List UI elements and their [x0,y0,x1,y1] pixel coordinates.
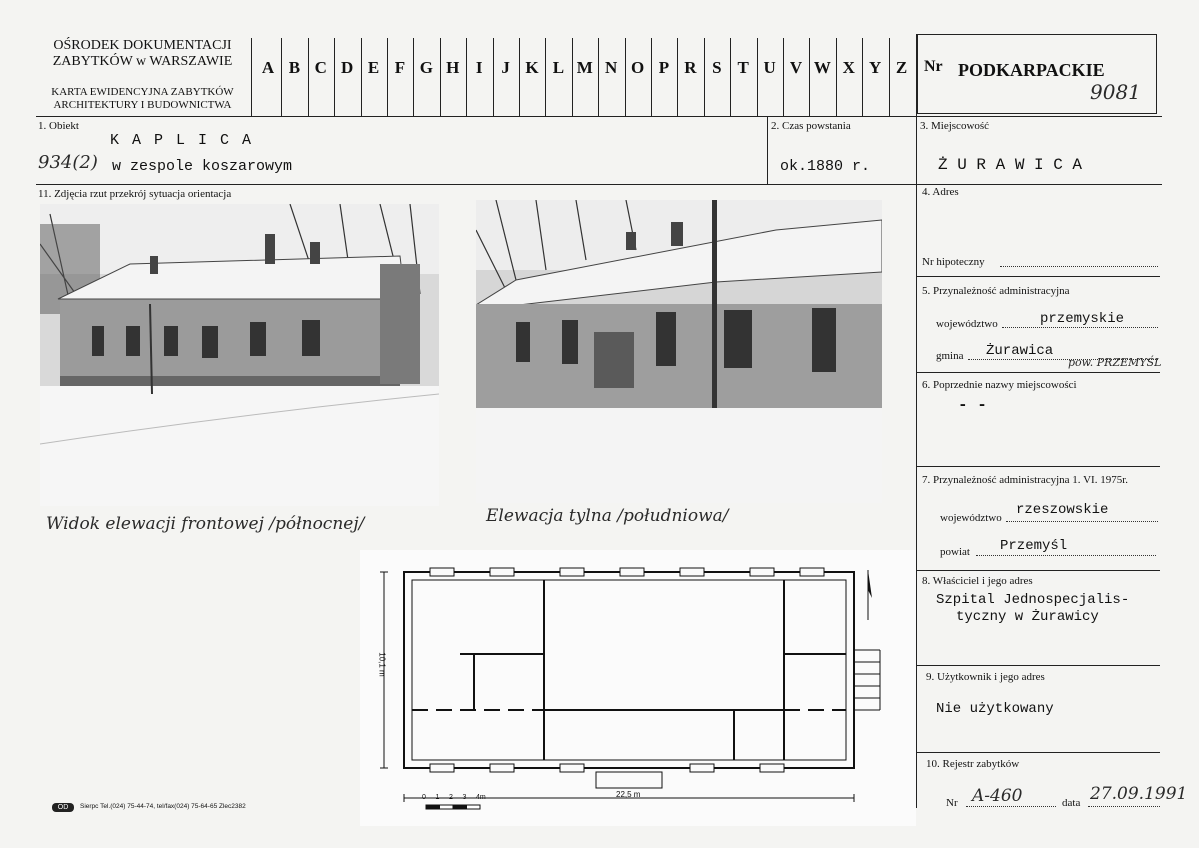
commune-value: Żurawica [986,343,1054,359]
scale-label: 2 [449,794,453,801]
letter-divider [862,38,863,116]
letter-j: J [501,58,510,77]
field-1-label: 1. Obiekt [38,120,79,132]
register-date-label: data [1062,797,1081,809]
right-column-divider [916,34,917,808]
letter-s: S [712,58,722,77]
letter-b: B [288,58,301,77]
letter-divider [572,38,573,116]
nr-label: Nr [924,58,943,75]
letter-z: Z [895,58,908,77]
letter-d: D [341,58,354,77]
letter-divider [519,38,520,116]
card-line-1: KARTA EWIDENCYJNA ZABYTKÓW [51,86,234,98]
letter-p: P [658,58,670,77]
voivodeship-value: przemyskie [1040,311,1125,327]
region-number: 9081 [1090,80,1141,104]
field-4-label: 4. Adres [922,186,959,198]
owner-line-2: tyczny w Żurawicy [956,609,1099,625]
header-bottom-rule [36,116,1162,117]
letter-n: N [605,58,618,77]
photo-rear-elevation [476,200,882,503]
letter-u: U [763,58,776,77]
letter-t: T [737,58,749,77]
former-names-value: - - [958,396,987,414]
mortgage-dots [1000,266,1158,267]
register-nr-dots [966,806,1056,807]
voivodeship-1975-dots [1006,521,1158,522]
district-1975-value: Przemyśl [1000,538,1068,554]
caption-front: Widok elewacji frontowej /północnej/ [46,514,365,534]
field-7-label: 7. Przynależność administracyjna 1. VI. 1975r. [922,474,1128,486]
letter-o: O [630,58,645,77]
field-6-label: 6. Poprzednie nazwy miejscowości [922,379,1077,391]
org-line-2: ZABYTKÓW w WARSZAWIE [52,54,233,69]
card-line-2: ARCHITEKTURY I BUDOWNICTWA [53,99,232,111]
scale-label: 4m [476,794,486,801]
region-name: PODKARPACKIE [958,60,1105,80]
register-date-dots [1088,806,1160,807]
floor-plan [360,550,916,826]
commune-label: gmina [936,350,964,362]
letter-divider [677,38,678,116]
rule-5-6 [917,372,1160,373]
letter-divider [308,38,309,116]
field-9-label: 9. Użytkownik i jego adres [926,671,1045,683]
letter-c: C [314,58,327,77]
letter-r: R [684,58,697,77]
district-handwritten: pow. PRZEMYŚL [1068,356,1162,369]
letter-e: E [367,58,380,77]
rule-7-8 [917,570,1160,571]
register-date-value: 27.09.1991 [1090,784,1188,804]
plan-width-dim: 22,5 m [616,790,641,799]
printer-info: Sierpc Tel.(024) 75-44-74, tel/fax(024) 75-64-65 Zlec2382 [80,803,246,810]
field-11-label: 11. Zdjęcia rzut przekrój sytuacja orientacja [38,188,232,200]
letter-divider [466,38,467,116]
register-nr-label: Nr [946,797,958,809]
col-divider-1 [767,116,768,184]
letter-x: X [842,58,855,77]
letter-g: G [419,58,433,77]
rule-8-9 [917,665,1160,666]
caption-rear: Elewacja tylna /południowa/ [486,506,729,526]
letter-y: Y [869,58,882,77]
scale-label: 3 [462,794,467,801]
construction-date: ok.1880 r. [780,158,871,175]
letter-k: K [525,58,539,77]
object-number-handwritten: 934(2) [38,152,98,173]
org-line-1: OŚRODEK DOKUMENTACJI [53,38,232,53]
rule-9-10 [917,752,1160,753]
card-type [36,86,249,112]
letter-divider [704,38,705,116]
field-10-label: 10. Rejestr zabytków [926,758,1020,770]
user-value: Nie użytkowany [936,701,1054,717]
letter-divider [387,38,388,116]
district-1975-dots [976,555,1156,556]
letter-divider [493,38,494,116]
rule-4-5 [917,276,1160,277]
letter-divider [809,38,810,116]
letter-divider [757,38,758,116]
mortgage-number-label: Nr hipoteczny [922,256,985,268]
letter-m: M [576,58,593,77]
letter-v: V [789,58,803,77]
row1-bottom-rule [36,184,1162,185]
letter-divider [625,38,626,116]
letter-divider [413,38,414,116]
letter-divider [545,38,546,116]
letter-w: W [813,58,831,77]
locality: Ż U R A W I C A [938,156,1083,174]
voivodeship-label: województwo [936,318,998,330]
voivodeship-1975-value: rzeszowskie [1016,502,1109,518]
header-divider [251,38,252,116]
letter-divider [889,38,890,116]
letter-divider [651,38,652,116]
printer-badge: OD [52,803,74,812]
photo-front-elevation [40,204,439,506]
letter-divider [598,38,599,116]
field-2-label: 2. Czas powstania [771,120,851,132]
letter-f: F [394,58,406,77]
rule-6-7 [917,466,1160,467]
letter-h: H [446,58,460,77]
scale-label: 1 [435,794,440,801]
org-name [36,38,249,70]
letter-divider [730,38,731,116]
letter-a: A [261,58,275,77]
object-context: w zespole koszarowym [112,158,293,175]
letter-divider [334,38,335,116]
plan-height-dim: 10,1 m [377,652,387,677]
district-1975-label: powiat [940,546,970,558]
register-nr-value: A-460 [972,786,1023,806]
letter-divider [783,38,784,116]
letter-divider [361,38,362,116]
field-5-label: 5. Przynależność administracyjna [922,285,1070,297]
owner-line-1: Szpital Jednospecjalis- [936,592,1130,608]
letter-divider [440,38,441,116]
voivodeship-1975-label: województwo [940,512,1002,524]
object-name: K A P L I C A [110,132,254,149]
scale-label: 0 [422,794,426,801]
voivodeship-dots [1002,327,1158,328]
letter-l: L [552,58,565,77]
field-3-label: 3. Miejscowość [920,120,990,132]
field-8-label: 8. Właściciel i jego adres [922,575,1033,587]
letter-divider [281,38,282,116]
letter-divider [836,38,837,116]
letter-i: I [475,58,483,77]
